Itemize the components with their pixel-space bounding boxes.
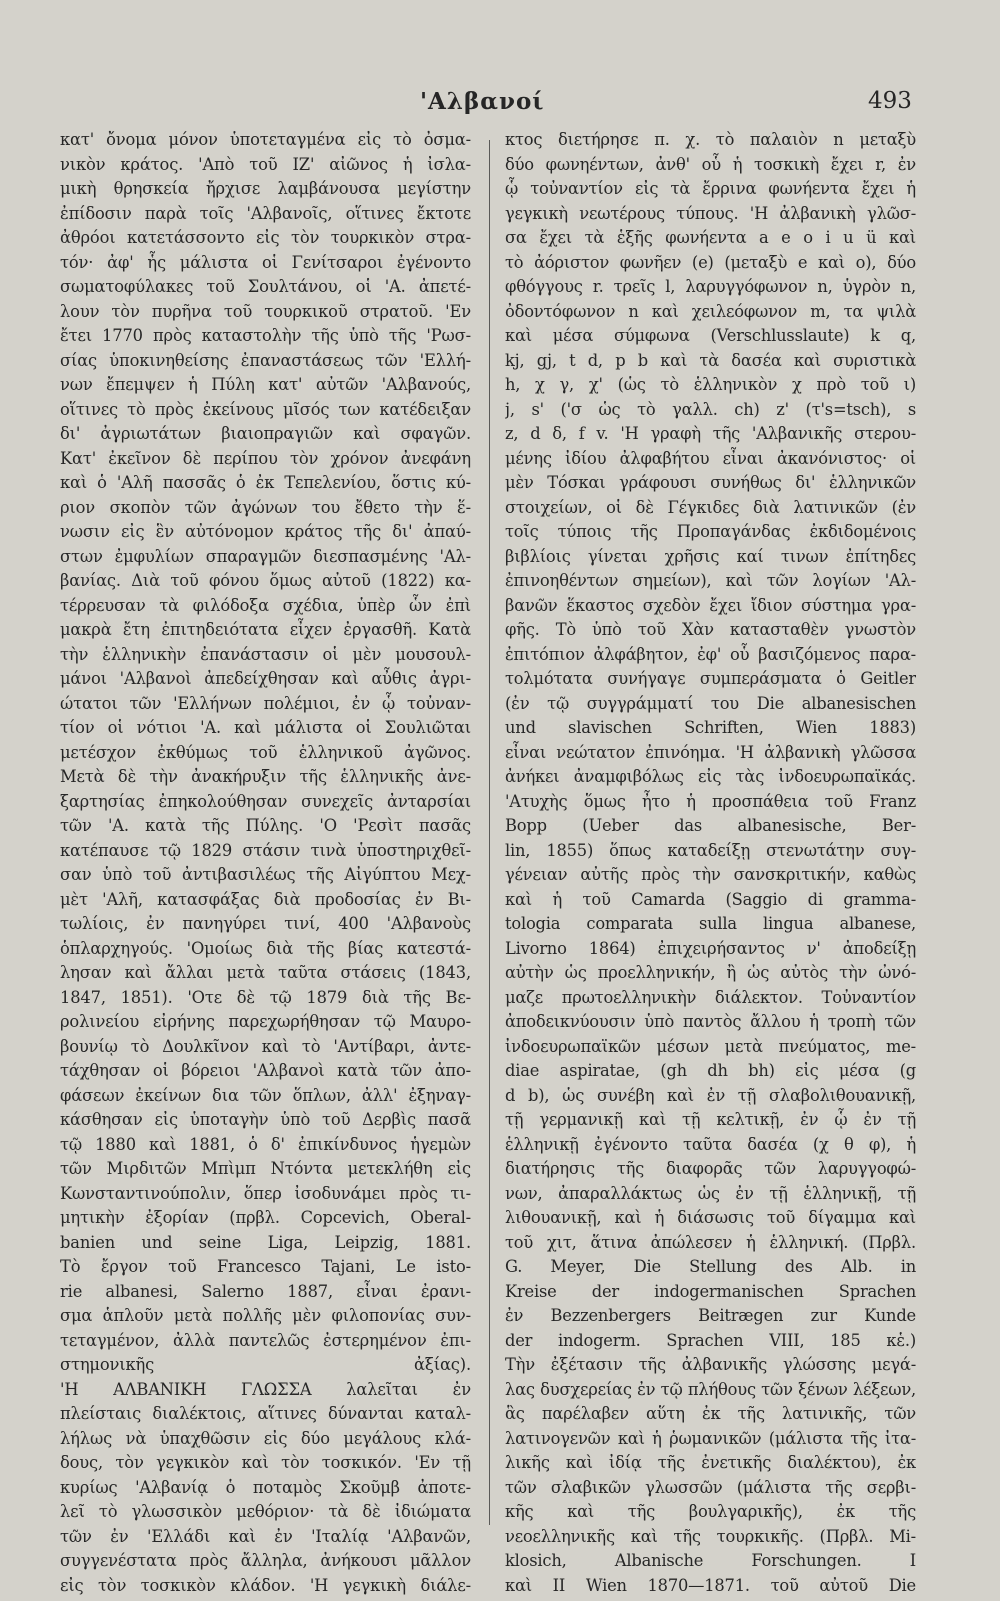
text-line: ἃς παρέλαβεν αὕτη ἐκ τῆς λατινικῆς, τῶν — [505, 1404, 916, 1423]
text-line: Τὸ ἔργον τοῦ Francesco Tajani, Le isto- — [60, 1257, 471, 1276]
text-line: Bopp (Ueber das albanesische, Ber- — [505, 816, 916, 835]
text-line: rie albanesi, Salerno 1887, εἶναι ἐρανι- — [60, 1281, 471, 1301]
text-line: κτος διετήρησε π. χ. τὸ παλαιὸν n μεταξὺ — [505, 130, 916, 149]
text-line: οἵτινες τὸ πρὸς ἐκείνους μῖσός των κατέδειξαν — [60, 399, 471, 419]
text-line: ἰνδοευρωπαϊκῶν μέσων μετὰ πνεύματος, me- — [505, 1036, 916, 1056]
text-line: τὴν ἑλληνικὴν ἐπανάστασιν οἱ μὲν μουσουλ- — [60, 644, 471, 664]
text-line: μετέσχον ἐκθύμως τοῦ ἑλληνικοῦ ἀγῶνος. — [60, 742, 471, 762]
text-line: στοιχείων, οἱ δὲ Γέγκιδες διὰ λατινικῶν (ἐν — [505, 497, 916, 517]
text-line: αὐτὴν ὡς προελληνικήν, ἢ ὡς αὐτὸς τὴν ὠνό- — [505, 963, 916, 982]
text-line: ριον σκοπὸν τῶν ἀγώνων του ἔθετο τὴν ἕ- — [60, 497, 471, 517]
text-line: βουνίῳ τὸ Δουλκῖνον καὶ τὸ 'Αντίβαρι, ἀντε- — [60, 1036, 471, 1056]
text-line: συγγενέστατα πρὸς ἄλληλα, ἀνήκουσι μᾶλλον — [60, 1551, 471, 1570]
text-line: τίον οἱ νότιοι 'Α. καὶ μάλιστα οἱ Σουλιῶται — [60, 718, 471, 737]
text-line: φάσεων ἐκείνων δια τῶν ὅπλων, ἀλλ' ἐξηναγ- — [60, 1085, 471, 1105]
text-line: ἔτει 1770 πρὸς καταστολὴν τῆς ὑπὸ τῆς 'Ρωσ- — [60, 326, 471, 345]
text-line: νων, ἀπαραλλάκτως ὡς ἐν τῇ ἑλληνικῇ, τῇ — [505, 1183, 916, 1203]
text-line: λιθουανικῇ, καὶ ἡ διάσωσις τοῦ δίγαμμα καὶ — [505, 1208, 916, 1227]
text-line: ἀθρόοι κατετάσσοντο εἰς τὸν τουρκικὸν στρα- — [60, 228, 471, 247]
text-line: Μετὰ δὲ τὴν ἀνακήρυξιν τῆς ἑλληνικῆς ἀνε- — [60, 767, 471, 786]
text-line: γένειαν αὐτῆς πρὸς τὴν σανσκριτικήν, καθὼς — [505, 865, 916, 884]
text-line: λησαν καὶ ἄλλαι μετὰ ταῦτα στάσεις (1843, — [60, 963, 471, 982]
page-header — [0, 82, 1000, 122]
text-line: λας δυσχερείας ἐν τῷ πλήθους τῶν ξένων λέξεων, — [505, 1379, 916, 1399]
text-line: τωλίοις, ἐν πανηγύρει τινί, 400 'Αλβανοὺς — [60, 914, 471, 933]
text-line: νωσιν εἰς ἓν αὐτόνομον κράτος τῆς δι' ἀπαύ- — [60, 522, 471, 541]
text-line: γεγκικὴ νεωτέρους τύπους. 'Η ἀλβανικὴ γλῶσ- — [505, 203, 916, 223]
text-line: μαζε πρωτοελληνικὴν διάλεκτον. Τοὐναντίον — [505, 987, 916, 1007]
text-line: ρολινείου εἰρήνης παρεχωρήθησαν τῷ Μαυρο- — [60, 1012, 471, 1031]
text-line: καὶ μέσα σύμφωνα (Verschlusslaute) k q, — [505, 326, 916, 345]
text-line: ξαρτησίας ἐπηκολούθησαν συνεχεῖς ἀνταρσίαι — [60, 791, 471, 811]
text-line: τοῖς τύποις τῆς Προπαγάνδας ἐκδιδομένοις — [505, 522, 916, 541]
text-line: 1847, 1851). 'Οτε δὲ τῷ 1879 διὰ τῆς Βε- — [60, 987, 471, 1007]
text-line: Livorno 1864) ἐπιχειρήσαντος ν' ἀποδείξῃ — [505, 938, 916, 958]
text-line: κῆς καὶ τῆς βουλγαρικῆς), ἐκ τῆς — [505, 1502, 916, 1521]
text-line: der indogerm. Sprachen VIII, 185 κἑ.) — [505, 1330, 916, 1350]
text-line: klosich, Albanische Forschungen. I — [505, 1551, 916, 1570]
text-line: diae aspiratae, (gh dh bh) εἰς μέσα (g — [505, 1061, 916, 1080]
text-line: j, s' ('σ ὡς τὸ γαλλ. ch) z' (τ's=tsch), s — [505, 399, 916, 419]
text-line: Kreise der indogermanischen Sprachen — [505, 1281, 916, 1301]
text-line: δύο φωνηέντων, ἀνθ' οὗ ἡ τοσκικὴ ἔχει r, ἐν — [505, 154, 916, 174]
text-line: λεῖ τὸ γλωσσικὸν μεθόριον· τὰ δὲ ἰδιώματα — [60, 1502, 471, 1521]
text-line: τῶν 'Α. κατὰ τῆς Πύλης. 'Ο 'Ρεσὶτ πασᾶς — [60, 816, 471, 835]
text-line: τολμότατα συνήγαγε συμπεράσματα ὁ Geitler — [505, 669, 916, 688]
text-line: στων ἐμφυλίων σπαραγμῶν διεσπασμένης 'Αλ- — [60, 546, 471, 566]
text-line: μάνοι 'Αλβανοὶ ἀπεδείχθησαν καὶ αὖθις ἀγρι- — [60, 669, 471, 688]
text-line: δους, τὸν γεγκικὸν καὶ τὸν τοσκικόν. 'Εν τῇ — [60, 1453, 471, 1472]
text-line: μένης ἰδίου ἀλφαβήτου εἶναι ἀκανόνιστος· οἱ — [505, 448, 916, 468]
text-line: μακρὰ ἔτη ἐπιτηδειότατα εἶχεν ἐργασθῆ. Κατὰ — [60, 620, 471, 639]
text-line: ἀνήκει ἀναμφιβόλως εἰς τὰς ἰνδοευρωπαϊκάς. — [505, 767, 916, 786]
text-line: σαν ὑπὸ τοῦ ἀντιβασιλέως τῆς Αἰγύπτου Μεχ- — [60, 865, 471, 884]
text-line: τὸ ἀόριστον φωνῆεν (e) (μεταξὺ e καὶ o), δύο — [505, 252, 916, 272]
text-line: τόν· ἀφ' ἧς μάλιστα οἱ Γενίτσαροι ἐγένοντο — [60, 252, 471, 272]
text-line: τοῦ χιτ, ἅτινα ἀπώλεσεν ἡ ἑλληνική. (Πρβλ. — [505, 1232, 916, 1252]
text-line: κυρίως 'Αλβανίᾳ ὁ ποταμὸς Σκοῦμβ ἀποτε- — [60, 1477, 471, 1497]
text-line: τῶν σλαβικῶν γλωσσῶν (μάλιστα τῆς σερβι- — [505, 1477, 916, 1497]
text-line: λήλως νὰ ὑπαχθῶσιν εἰς δύο μεγάλους κλά- — [60, 1428, 471, 1448]
text-line: μητικὴν ἐξορίαν (πρβλ. Copcevich, Oberal- — [60, 1208, 471, 1227]
text-line: Κατ' ἐκεῖνον δὲ περίπου τὸν χρόνον ἀνεφάνη — [60, 448, 471, 468]
text-line: τεταγμένον, ἀλλὰ παντελῶς ἐστερημένον ἐπι- — [60, 1330, 471, 1350]
text-line: ὁπλαρχηγούς. 'Ομοίως διὰ τῆς βίας κατεστά- — [60, 938, 471, 958]
text-line: νικὸν κράτος. 'Απὸ τοῦ ΙΖ' αἰῶνος ἡ ἰσλα- — [60, 154, 471, 174]
text-line: λικῆς καὶ ἰδίᾳ τῆς ἐνετικῆς διαλέκτου), ἐκ — [505, 1453, 916, 1472]
text-line: βανίας. Διὰ τοῦ φόνου ὅμως αὐτοῦ (1822) κα- — [60, 571, 471, 590]
text-line: μὲτ 'Αλῆ, κατασφάξας διὰ προδοσίας ἐν Βι- — [60, 889, 471, 909]
text-line: ἐπινοηθέντων σημείων), καὶ τῶν λογίων 'Αλ- — [505, 571, 916, 590]
text-line: κατέπαυσε τῷ 1829 στάσιν τινὰ ὑποστηριχθεῖ- — [60, 840, 471, 860]
text-line: πλείσταις διαλέκτοις, αἵτινες δύνανται καταλ- — [60, 1404, 471, 1423]
text-line: τῶν Μιρδιτῶν Μπὶμπ Ντόντα μετεκλήθη εἰς — [60, 1159, 471, 1178]
text-line: lin, 1855) ὅπως καταδείξῃ στενωτάτην συγ- — [505, 840, 916, 860]
text-line: τάχθησαν οἱ βόρειοι 'Αλβανοὶ κατὰ τῶν ἀπο- — [60, 1061, 471, 1080]
text-line: κάσθησαν εἰς ὑποταγὴν ὑπὸ τοῦ Δερβὶς πασᾶ — [60, 1110, 471, 1129]
text-line: banien und seine Liga, Leipzig, 1881. — [60, 1232, 471, 1252]
text-line: 'Η ΑΛΒΑΝΙΚΗ ΓΛΩΣΣΑ λαλεῖται ἐν — [60, 1379, 471, 1399]
text-line: G. Meyer, Die Stellung des Alb. in — [505, 1257, 916, 1276]
text-line: z, d δ, f v. 'Η γραφὴ τῆς 'Αλβανικῆς στερου- — [505, 424, 916, 443]
text-line: σωματοφύλακες τοῦ Σουλτάνου, οἱ 'Α. ἀπετέ- — [60, 277, 471, 296]
text-line: λατινογενῶν καὶ ἡ ῥωμανικῶν (μάλιστα τῆς ἰτα- — [505, 1428, 916, 1448]
text-line: kj, gj, t d, p b καὶ τὰ δασέα καὶ συριστικὰ — [505, 350, 916, 370]
text-line: d b), ὡς συνέβη καὶ ἐν τῇ σλαβολιθουανικῇ, — [505, 1085, 916, 1105]
page-number: 493 — [868, 88, 912, 114]
text-line: τῇ γερμανικῇ καὶ τῇ κελτικῇ, ἐν ᾧ ἐν τῇ — [505, 1110, 916, 1129]
text-line: λουν τὸν πυρῆνα τοῦ τουρκικοῦ στρατοῦ. 'Εν — [60, 301, 471, 321]
text-line: φθόγγους r. τρεῖς l, λαρυγγόφωνον n, ὑγρὸν n, — [505, 277, 916, 296]
text-line: σίας ὑποκινηθείσης ἐπαναστάσεως τῶν 'Ελλή- — [60, 350, 471, 370]
text-line: βανῶν ἕκαστος σχεδὸν ἔχει ἴδιον σύστημα γρα- — [505, 595, 916, 615]
text-line: ἐπίδοσιν παρὰ τοῖς 'Αλβανοῖς, οἵτινες ἔκτοτε — [60, 203, 471, 223]
text-line: κατ' ὄνομα μόνον ὑποτεταγμένα εἰς τὸ ὀσμα- — [60, 130, 471, 149]
text-line: Κωνσταντινούπολιν, ὅπερ ἰσοδυνάμει πρὸς τι- — [60, 1183, 471, 1203]
right-text-column — [505, 128, 916, 1598]
text-line: ἀποδεικνύουσιν ὑπὸ παντὸς ἄλλου ἡ τροπὴ τῶν — [505, 1012, 916, 1031]
text-line: νεοελληνικῆς καὶ τῆς τουρκικῆς. (Πρβλ. Mi- — [505, 1526, 916, 1546]
text-line: καὶ ὁ 'Αλῆ πασσᾶς ὁ ἐκ Τεπελενίου, ὅστις κύ- — [60, 473, 471, 492]
text-line: στημονικῆς ἀξίας). — [60, 1355, 471, 1374]
text-line: ἐν Bezzenbergers Beitrægen zur Kunde — [505, 1306, 916, 1325]
text-line: τῷ 1880 καὶ 1881, ὁ δ' ἐπικίνδυνος ἡγεμὼν — [60, 1134, 471, 1154]
text-line: εἶναι νεώτατον ἐπινόημα. 'Η ἀλβανικὴ γλῶσσα — [505, 742, 916, 762]
text-line: τέρρευσαν τὰ φιλόδοξα σχέδια, ὑπὲρ ὧν ἐπὶ — [60, 595, 471, 615]
text-line: καὶ II Wien 1870—1871. τοῦ αὐτοῦ Die — [505, 1575, 916, 1595]
text-line: h, χ γ, χ' (ὡς τὸ ἑλληνικὸν χ πρὸ τοῦ ι) — [505, 375, 916, 394]
text-line: 'Ατυχὴς ὅμως ἦτο ἡ προσπάθεια τοῦ Franz — [505, 791, 916, 811]
text-line: tologia comparata sulla lingua albanese, — [505, 914, 916, 933]
text-line: καὶ ἡ τοῦ Camarda (Saggio di gramma- — [505, 889, 916, 909]
text-line: εἰς τὸν τοσκικὸν κλάδον. 'Η γεγκικὴ διάλε- — [60, 1575, 471, 1595]
text-line: μὲν Τόσκαι γράφουσι συνήθως δι' ἑλληνικῶν — [505, 473, 916, 492]
left-text-column — [60, 128, 471, 1598]
column-divider — [489, 140, 490, 1525]
text-line: διατήρησις τῆς διαφορᾶς τῶν λαρυγγοφώ- — [505, 1159, 916, 1178]
text-line: Τὴν ἐξέτασιν τῆς ἀλβανικῆς γλώσσης μεγά- — [505, 1355, 916, 1374]
text-line: und slavischen Schriften, Wien 1883) — [505, 718, 916, 737]
text-line: δι' ἀγριωτάτων βιαιοπραγιῶν καὶ σφαγῶν. — [60, 424, 471, 443]
text-line: ὀδοντόφωνον n καὶ χειλεόφωνον m, τα ψιλὰ — [505, 301, 916, 321]
text-line: ᾧ τοὐναντίον εἰς τὰ ἔρρινα φωνήεντα ἔχει ἡ — [505, 179, 916, 198]
text-line: ἑλληνικῇ ἐγένοντο ταῦτα δασέα (χ θ φ), ἡ — [505, 1134, 916, 1154]
text-line: (ἐν τῷ συγγράμματί του Die albanesischen — [505, 693, 916, 713]
text-line: σα ἔχει τὰ ἑξῆς φωνήεντα a e o i u ü καὶ — [505, 228, 916, 247]
text-line: φῆς. Τὸ ὑπὸ τοῦ Χὰν κατασταθὲν γνωστὸν — [505, 620, 916, 639]
text-line: μικὴ θρησκεία ἤρχισε λαμβάνουσα μεγίστην — [60, 179, 471, 198]
text-line: τῶν ἐν 'Ελλάδι καὶ ἐν 'Ιταλίᾳ 'Αλβανῶν, — [60, 1526, 471, 1546]
text-line: σμα ἁπλοῦν μετὰ πολλῆς μὲν φιλοπονίας συν- — [60, 1306, 471, 1325]
text-line: βιβλίοις γίνεται χρῆσις καί τινων ἐπίτηδες — [505, 546, 916, 566]
text-line: νων ἔπεμψεν ἡ Πύλη κατ' αὐτῶν 'Αλβανούς, — [60, 375, 471, 394]
text-line: ἐπιτόπιον ἀλφάβητον, ἐφ' οὗ βασιζόμενος παρα- — [505, 644, 916, 664]
text-line: ώτατοι τῶν 'Ελλήνων πολέμιοι, ἐν ᾧ τοὐναν- — [60, 693, 471, 713]
running-head-title: 'Αλβανοί — [420, 88, 545, 115]
